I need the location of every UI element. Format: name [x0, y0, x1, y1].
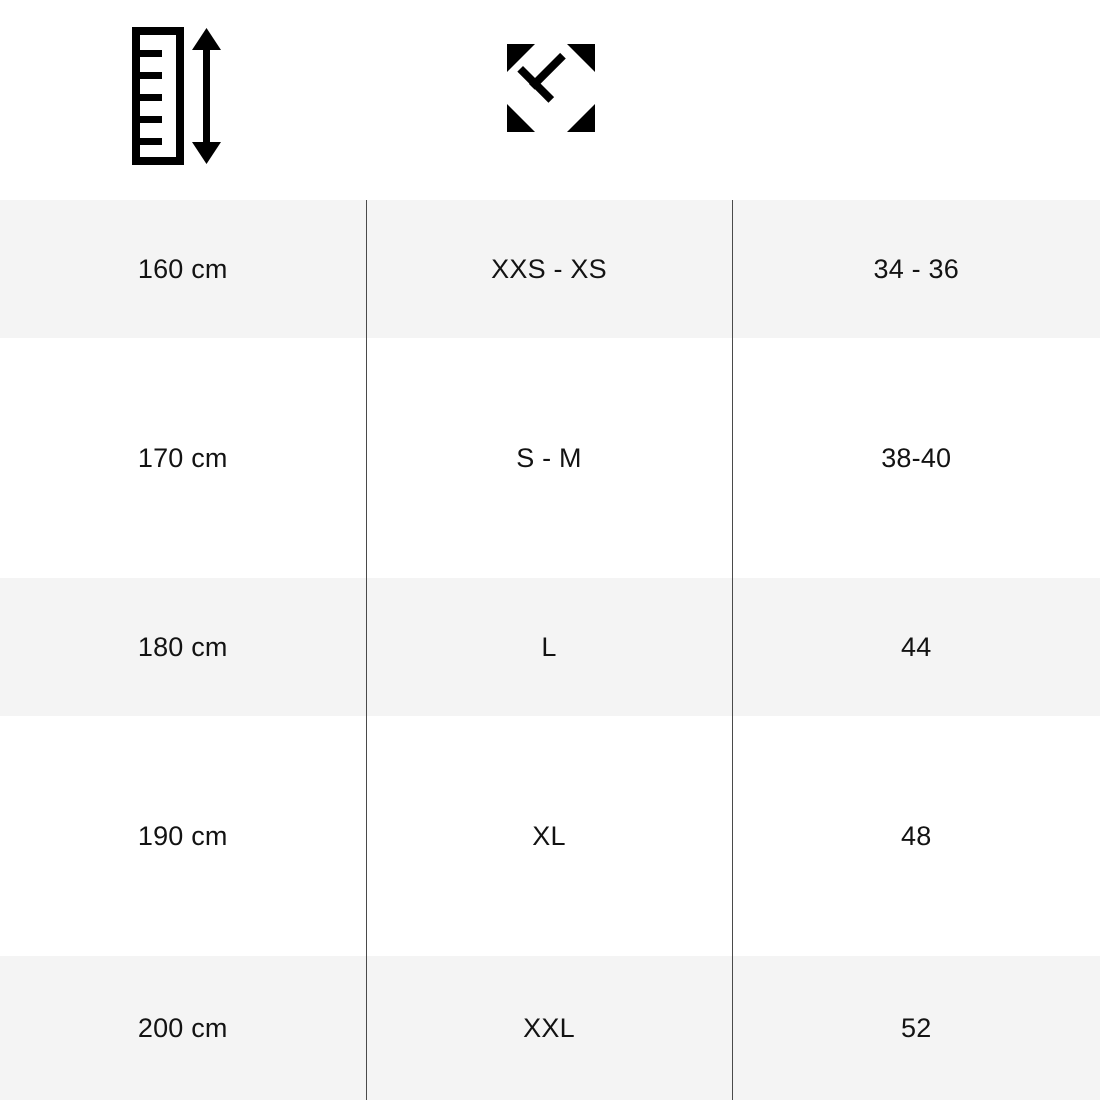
size-arrows-icon: [505, 42, 597, 139]
height-value: 170 cm: [137, 442, 228, 473]
letter-size-value: XL: [532, 820, 566, 851]
letter-size-cell: [366, 338, 732, 578]
eu-size-value: 38-40: [881, 442, 952, 473]
table-row: [0, 338, 1100, 578]
height-cell: [0, 578, 366, 716]
letter-size-cell: [366, 200, 732, 338]
table-row: [0, 956, 1100, 1100]
table-row: [0, 578, 1100, 716]
height-cell: [0, 200, 366, 338]
height-value: 200 cm: [137, 1012, 228, 1043]
letter-size-cell: [366, 578, 732, 716]
eu-size-value: 48: [901, 820, 932, 851]
ruler-height-icon: [131, 26, 227, 171]
letter-size-value: S - M: [516, 442, 582, 473]
height-cell: [0, 956, 366, 1100]
height-value: 190 cm: [137, 820, 228, 851]
height-value: 160 cm: [137, 253, 228, 284]
size-table: [0, 200, 1100, 1100]
eu-size-cell: [732, 338, 1100, 578]
size-column-header: [366, 0, 732, 200]
eu-size-value: 52: [901, 1012, 932, 1043]
table-row: [0, 200, 1100, 338]
eu-size-cell: [732, 200, 1100, 338]
table-row: [0, 716, 1100, 956]
letter-size-value: XXL: [523, 1012, 575, 1043]
letter-size-cell: [366, 956, 732, 1100]
eu-size-cell: [732, 956, 1100, 1100]
size-chart-header: [0, 0, 1100, 200]
letter-size-value: L: [541, 631, 557, 662]
eu-size-column-header: [732, 0, 1100, 200]
eu-size-value: 34 - 36: [873, 253, 959, 284]
letter-size-value: XXS - XS: [491, 253, 607, 284]
height-cell: [0, 716, 366, 956]
height-value: 180 cm: [137, 631, 228, 662]
letter-size-cell: [366, 716, 732, 956]
eu-size-cell: [732, 578, 1100, 716]
eu-size-value: 44: [901, 631, 932, 662]
height-cell: [0, 338, 366, 578]
eu-size-cell: [732, 716, 1100, 956]
height-column-header: [0, 0, 366, 200]
